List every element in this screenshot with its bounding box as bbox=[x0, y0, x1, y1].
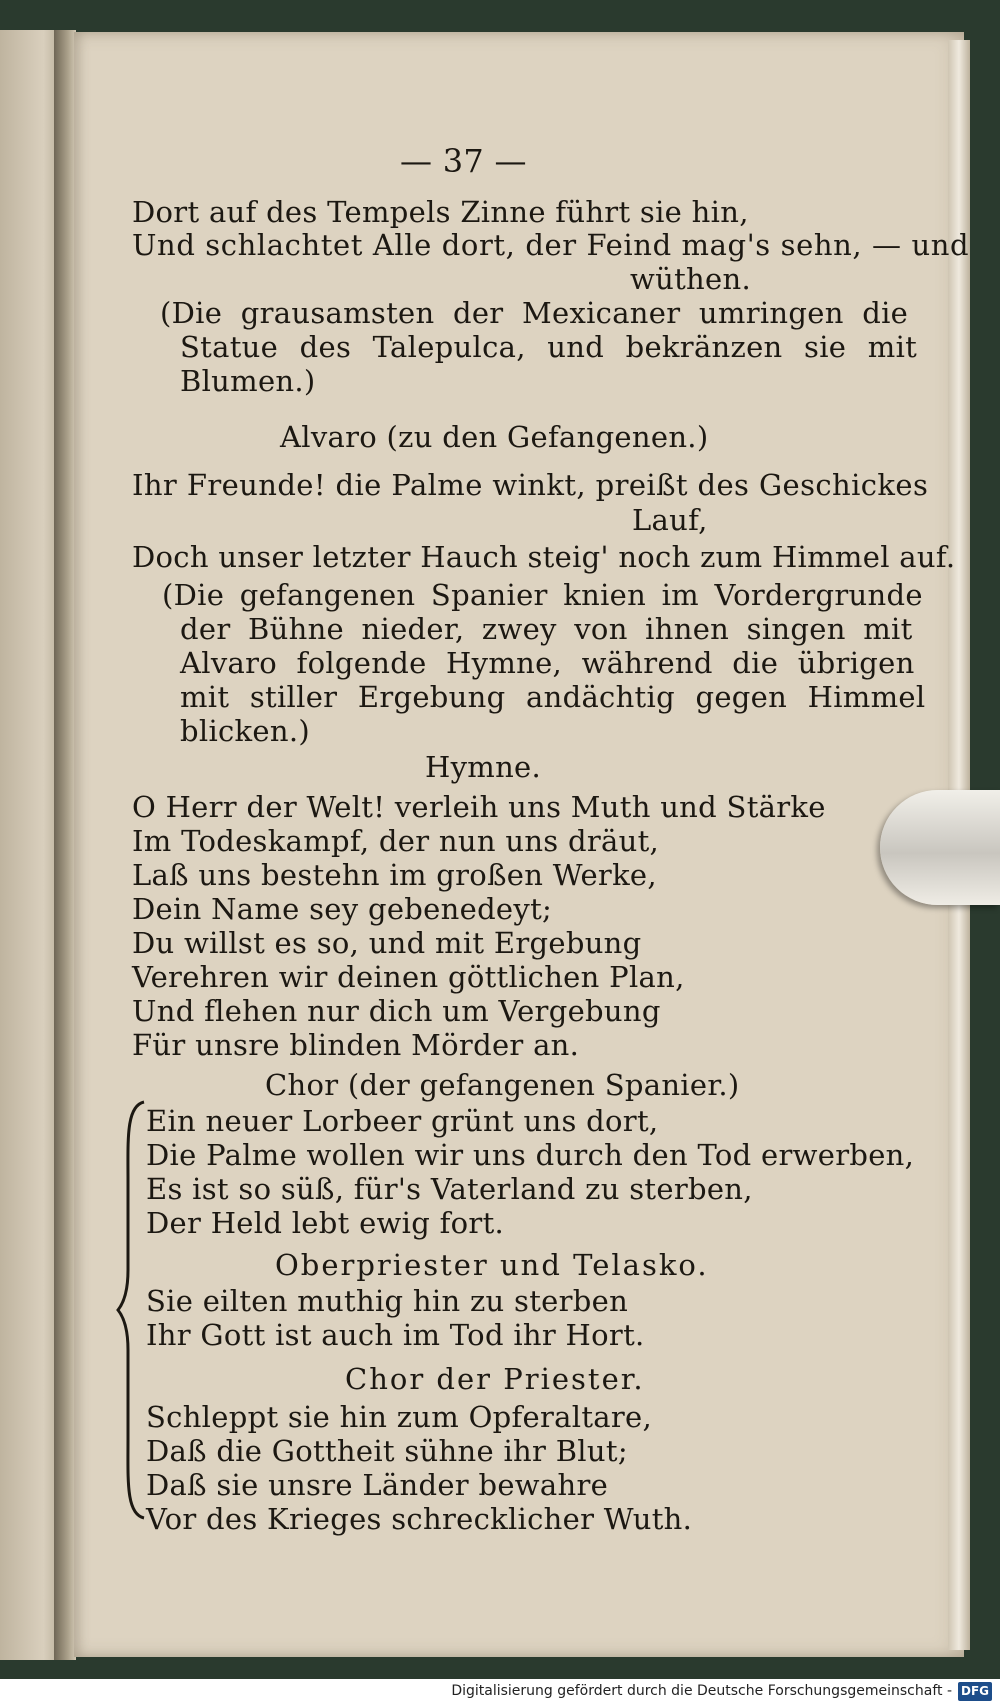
section-heading: Hymne. bbox=[425, 750, 542, 784]
chorus-line: Sie eilten muthig hin zu sterben bbox=[146, 1284, 629, 1318]
footer-credit: Digitalisierung gefördert durch die Deutsche Forschungsgemeinschaft - bbox=[451, 1683, 952, 1699]
chorus-line: Daß die Gottheit sühne ihr Blut; bbox=[146, 1434, 628, 1468]
text-line: Dort auf des Tempels Zinne führt sie hin, bbox=[132, 195, 749, 229]
digitization-footer bbox=[0, 1679, 1000, 1705]
page-clip bbox=[880, 790, 1000, 905]
hymn-line: Laß uns bestehn im großen Werke, bbox=[132, 858, 657, 892]
previous-page-edge bbox=[0, 30, 62, 1660]
speaker-heading: Chor der Priester. bbox=[345, 1362, 645, 1396]
chorus-line: Die Palme wollen wir uns durch den Tod erwerben, bbox=[146, 1138, 915, 1172]
text-line: mit stiller Ergebung andächtig gegen Himmel bbox=[180, 680, 926, 714]
hymn-line: Und flehen nur dich um Vergebung bbox=[132, 994, 661, 1028]
hymn-line: Im Todeskampf, der nun uns dräut, bbox=[132, 824, 660, 858]
dfg-logo: DFG bbox=[958, 1682, 992, 1701]
chorus-line: Schleppt sie hin zum Opferaltare, bbox=[146, 1400, 653, 1434]
chorus-bracket bbox=[116, 1100, 148, 1520]
text-line: (Die grausamsten der Mexicaner umringen die bbox=[160, 296, 909, 330]
text-line: (Die gefangenen Spanier knien im Vordergrunde bbox=[162, 578, 923, 612]
text-line: Statue des Talepulca, und bekränzen sie mit bbox=[180, 330, 918, 364]
chorus-line: Daß sie unsre Länder bewahre bbox=[146, 1468, 609, 1502]
hymn-line: Dein Name sey gebenedeyt; bbox=[132, 892, 553, 926]
text-line: Alvaro folgende Hymne, während die übrigen bbox=[180, 646, 915, 680]
speaker-heading: Chor (der gefangenen Spanier.) bbox=[265, 1068, 740, 1102]
hymn-line: O Herr der Welt! verleih uns Muth und Stärke bbox=[132, 790, 826, 824]
text-line: Und schlachtet Alle dort, der Feind mag's sehn, — und bbox=[132, 228, 970, 262]
text-line: wüthen. bbox=[630, 262, 751, 296]
text-line: Doch unser letzter Hauch steig' noch zum Himmel auf. bbox=[132, 540, 956, 574]
chorus-line: Ein neuer Lorbeer grünt uns dort, bbox=[146, 1104, 659, 1138]
text-line: Lauf, bbox=[632, 503, 708, 537]
book-gutter bbox=[54, 30, 76, 1660]
chorus-line: Vor des Krieges schrecklicher Wuth. bbox=[146, 1502, 693, 1536]
speaker-heading: Oberpriester und Telasko. bbox=[275, 1248, 709, 1282]
text-line: blicken.) bbox=[180, 714, 310, 748]
text-line: Blumen.) bbox=[180, 364, 316, 398]
speaker-heading: Alvaro (zu den Gefangenen.) bbox=[280, 420, 709, 454]
chorus-line: Es ist so süß, für's Vaterland zu sterben, bbox=[146, 1172, 753, 1206]
chorus-line: Ihr Gott ist auch im Tod ihr Hort. bbox=[146, 1318, 645, 1352]
chorus-line: Der Held lebt ewig fort. bbox=[146, 1206, 505, 1240]
page-number: — 37 — bbox=[400, 142, 527, 180]
text-line: Ihr Freunde! die Palme winkt, preißt des Geschickes bbox=[132, 468, 929, 502]
hymn-line: Verehren wir deinen göttlichen Plan, bbox=[132, 960, 685, 994]
hymn-line: Für unsre blinden Mörder an. bbox=[132, 1028, 580, 1062]
hymn-line: Du willst es so, und mit Ergebung bbox=[132, 926, 642, 960]
text-line: der Bühne nieder, zwey von ihnen singen mit bbox=[180, 612, 913, 646]
